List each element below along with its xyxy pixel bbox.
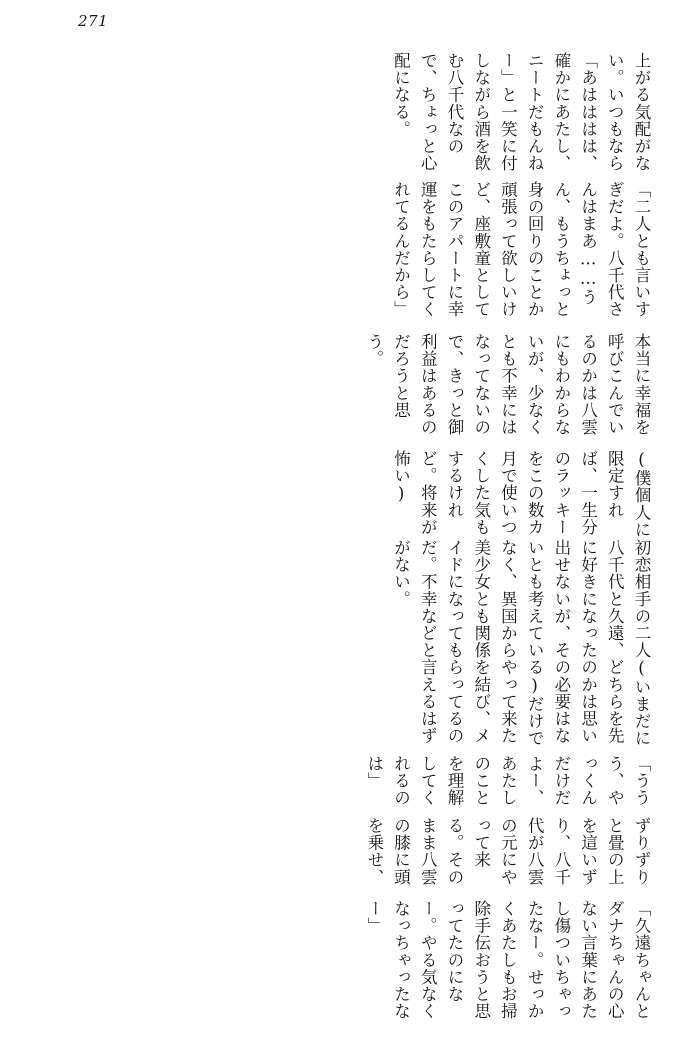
paragraph: 「二人とも言いすぎだよ。八千代さんはまあ……うん、もうちょっと身の回りのことか頑張って欲しいけど、座敷童としてこのアパートに幸運をもたらしてくれてるんだから」 [391, 180, 651, 318]
paragraph: 「ううう、やっくんだけだよー、あたしのことを理解してくれるのは」 [364, 755, 651, 807]
paragraph: 上がる気配がない。いつもなら「あはははは、確かにあたし、ニートだもんねー」と一笑に付しながら酒を飲む八千代なので、ちょっと心配になる。 [391, 52, 651, 172]
paragraph: 初恋相手の二人(いまだに八千代と久遠、どちらを先に好きになったのかは思い出せないが、その必要はないとも考えている)だけでなく、異国からやって来た美少女とも関係を結び、メイドになってもらってるのだ。不幸などと言えるはずがない。 [391, 539, 651, 748]
paragraph: 本当に幸福を呼びこんでいるのかは八雲にもわからないが、少なくとも不幸にはなってないので、きっと御利益はあるのだろうと思う。 [364, 333, 651, 436]
paragraph: 「久遠ちゃんとダナちゃんの心ない言葉にあたし傷ついちゃったなー。せっかくあたしもお掃除手伝おうと思ってたのになー。やる気なくなっちゃったなー」 [364, 899, 651, 1020]
paragraph: ずりずりと畳の上を這いずり、八千代が八雲の元にやって来る。そのまま八雲の膝に頭を乗せ、 [364, 816, 651, 886]
page-text-body [36, 52, 654, 1036]
page-number: 271 [78, 12, 109, 30]
paragraph: (僕個人に限定すれば、一生分のラッキーをこの数カ月で使いつくした気もするけれど。将来が怖い) [391, 450, 651, 539]
